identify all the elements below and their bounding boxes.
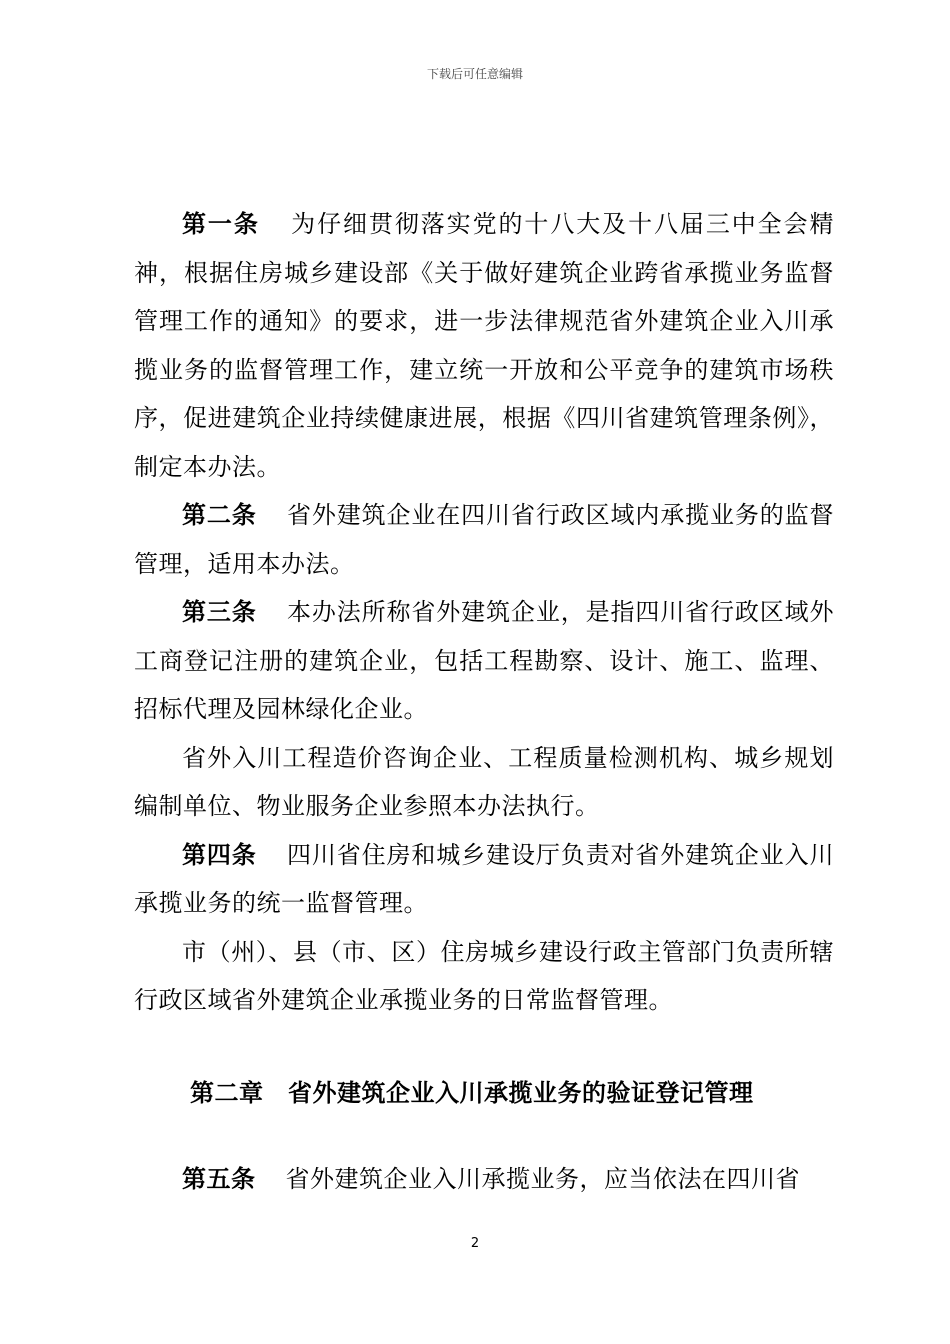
paragraph-text: 市（州）、县（市、区）住房城乡建设行政主管部门负责所辖行政区域省外建筑企业承揽业务的日常监督管理。 [134, 937, 834, 1014]
article-1 [134, 200, 834, 491]
article-3 [134, 588, 834, 734]
article-text: 省外建筑企业在四川省行政区域内承揽业务的监督管理，适用本办法。 [134, 501, 834, 578]
page-header: 下载后可任意编辑 [426, 67, 523, 81]
paragraph-text: 省外入川工程造价咨询企业、工程质量检测机构、城乡规划编制单位、物业服务企业参照本办法执行。 [134, 743, 834, 820]
article-4 [134, 831, 834, 928]
article-label: 第三条 [182, 598, 257, 626]
article-4-paragraph-2 [134, 928, 834, 1025]
document-body [134, 200, 834, 1203]
article-text: 省外建筑企业入川承揽业务，应当依法在四川省 [285, 1164, 800, 1193]
article-label: 第一条 [182, 210, 260, 238]
article-text: 为仔细贯彻落实党的十八大及十八届三中全会精神，根据住房城乡建设部《关于做好建筑企业跨省承揽业务监督管理工作的通知》的要求，进一步法律规范省外建筑企业入川承揽业务的监督管理工作，建立统一开放和公平竞争的建筑市场秩序，促进建筑企业持续健康进展，根据《四川省建筑管理条例》，制定本办法。 [134, 210, 834, 481]
article-text: 本办法所称省外建筑企业，是指四川省行政区域外工商登记注册的建筑企业，包括工程勘察、设计、施工、监理、招标代理及园林绿化企业。 [134, 598, 834, 723]
chapter-heading: 第二章 省外建筑企业入川承揽业务的验证登记管理 [190, 1078, 754, 1107]
article-text: 四川省住房和城乡建设厅负责对省外建筑企业入川承揽业务的统一监督管理。 [134, 840, 834, 917]
article-3-paragraph-2 [134, 734, 834, 831]
article-5 [134, 1155, 834, 1204]
article-2 [134, 491, 834, 588]
page-number: 2 [470, 1236, 480, 1251]
article-label: 第二条 [182, 501, 257, 529]
article-label: 第四条 [182, 840, 257, 869]
article-label: 第五条 [182, 1164, 256, 1193]
